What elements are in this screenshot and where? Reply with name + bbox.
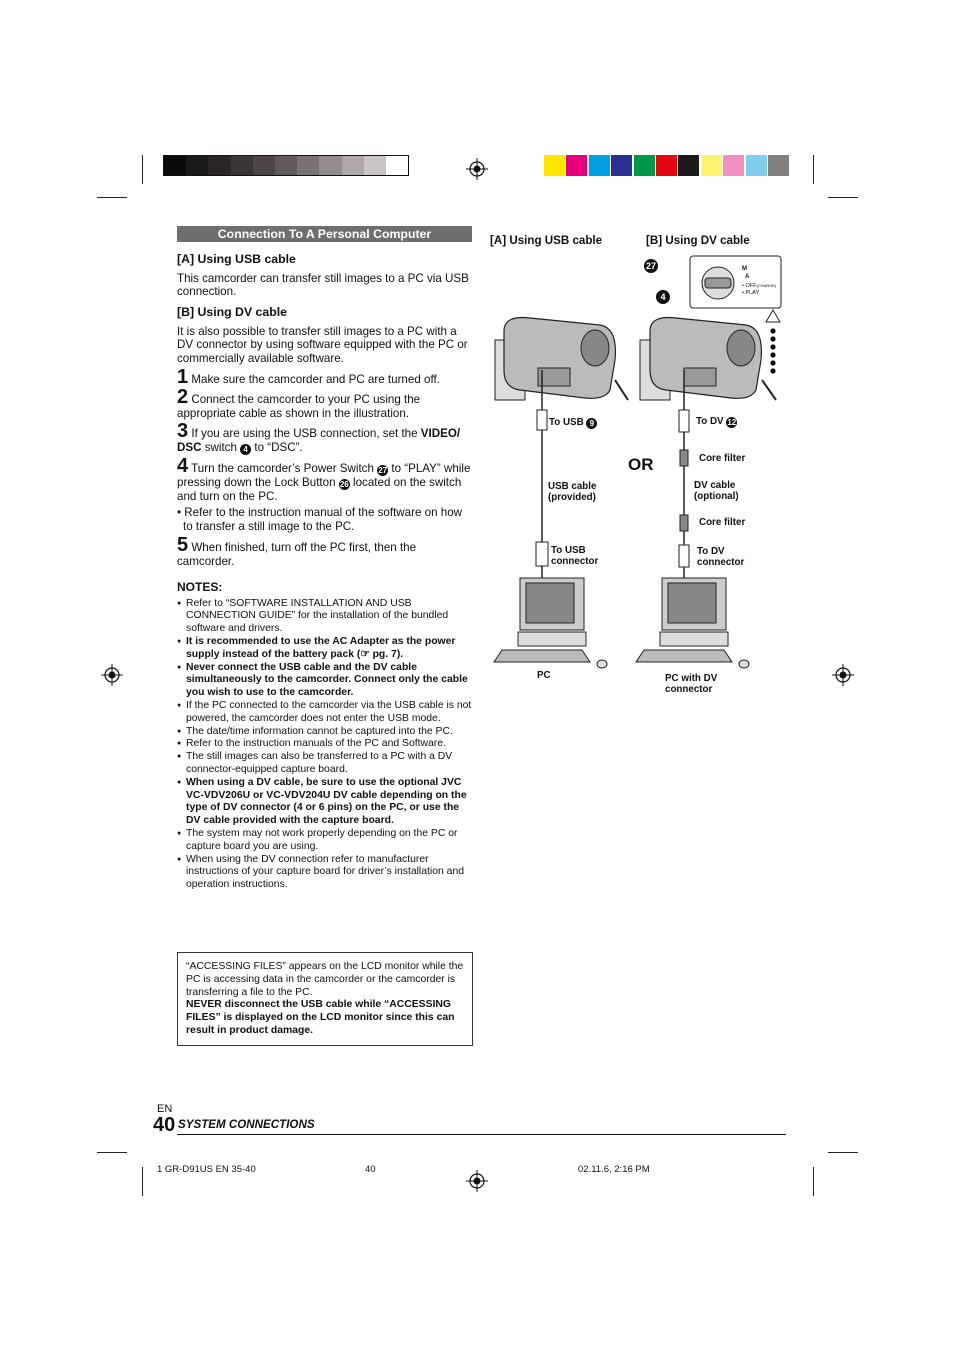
notes-section <box>177 581 473 892</box>
switch-label-a: A <box>745 274 750 280</box>
camcorder-dv-icon <box>640 318 776 401</box>
label-to-dv <box>696 416 737 428</box>
crop-mark <box>142 1167 143 1196</box>
callout-number-icon: 12 <box>727 418 737 427</box>
note-item: ● When using a DV cable, be sure to use the optional JVC VC-VDV206U or VC-VDV204U DV cable depending on the type of DV connector (4 or 6 pins) on the PC, or use the DV cable provided with the capture board. <box>177 777 473 828</box>
crop-mark <box>97 1152 127 1153</box>
page-number: 40 <box>153 1114 176 1136</box>
color-swatch <box>589 155 610 176</box>
crop-mark <box>813 155 814 184</box>
color-swatch <box>701 155 722 176</box>
footer-rule <box>177 1134 786 1135</box>
note-item: ● The still images can also be transferred to a PC with a DV connector-equipped capture board. <box>177 751 473 777</box>
color-swatch <box>656 155 677 176</box>
note-item: ● Never connect the USB cable and the DV cable simultaneously to the camcorder. Connect only the cable you wish to use to the camcorder. <box>177 662 473 700</box>
print-date: 02.11.6, 2:16 PM <box>578 1164 650 1175</box>
dv-text: It is also possible to transfer still images to a PC with a DV connector by using software equipped with the PC or commercially available software. <box>177 324 468 365</box>
grayscale-calibration-bar <box>163 155 409 176</box>
notes-heading: NOTES: <box>177 580 223 594</box>
note-item: ● The date/time information cannot be captured into the PC. <box>177 726 473 739</box>
gray-swatch <box>364 156 386 175</box>
label-pc-dv: PC with DV connector <box>665 673 718 695</box>
crop-mark <box>828 197 858 198</box>
step-2 <box>177 386 473 420</box>
dv-cable-icon <box>679 370 689 580</box>
registration-mark-icon <box>466 1170 488 1192</box>
callout-number-icon: 4 <box>240 444 251 455</box>
step-4 <box>177 455 473 504</box>
step-number: 2 <box>177 386 189 408</box>
step-text: switch <box>201 440 241 454</box>
print-file-name: 1 GR-D91US EN 35-40 <box>157 1164 256 1175</box>
crop-mark <box>142 155 143 184</box>
gray-swatch <box>319 156 341 175</box>
color-swatch <box>678 155 699 176</box>
step-number: 1 <box>177 366 189 388</box>
usb-cable-icon <box>536 370 548 580</box>
label-to-dv-connector: To DV connector <box>697 546 745 568</box>
gray-swatch <box>164 156 186 175</box>
step-text: Turn the camcorder’s Power Switch <box>191 462 378 475</box>
registration-mark-icon <box>466 158 488 180</box>
gray-swatch <box>342 156 364 175</box>
note-item: ● The system may not work properly depending on the PC or capture board you are using. <box>177 828 473 854</box>
section-header: Connection To A Personal Computer <box>177 226 472 242</box>
pc-usb-icon <box>494 578 607 668</box>
warning-box <box>177 952 473 1046</box>
diagram-title-usb: [A] Using USB cable <box>490 234 603 247</box>
dv-section <box>177 306 473 365</box>
notes-list <box>177 598 473 892</box>
switch-label-off-text: • OFF <box>742 283 757 289</box>
registration-mark-icon <box>101 664 123 686</box>
label-usb-cable: USB cable (provided) <box>548 481 597 503</box>
language-code: EN <box>157 1103 173 1115</box>
step-text: to “DSC”. <box>251 440 303 454</box>
step-number: 4 <box>177 455 189 477</box>
note-item: ● Refer to “SOFTWARE INSTALLATION AND USB CONNECTION GUIDE” for the installation of the bundled software and drivers. <box>177 598 473 636</box>
label-to-usb-connector: To USB connector <box>551 545 599 567</box>
label-dv-cable: DV cable (optional) <box>694 480 739 502</box>
callout-number-icon: 27 <box>645 261 656 271</box>
color-calibration-bar <box>544 155 790 176</box>
gray-swatch <box>386 156 408 175</box>
diagram-title-dv: [B] Using DV cable <box>646 234 750 247</box>
crop-mark <box>813 1167 814 1196</box>
step-1 <box>177 366 473 388</box>
gray-swatch <box>231 156 253 175</box>
usb-text: This camcorder can transfer still images to a PC via USB connection. <box>177 271 469 299</box>
note-item: ● When using the DV connection refer to manufacturer instructions of your capture board for driver’s installation and operation instructions. <box>177 854 473 892</box>
step-text: Connect the camcorder to your PC using the appropriate cable as shown in the illustration. <box>177 393 421 420</box>
label-to-usb-text: To USB <box>549 417 584 428</box>
step-text: Make sure the camcorder and PC are turned off. <box>191 373 440 386</box>
color-swatch <box>768 155 789 176</box>
label-or: OR <box>628 455 654 474</box>
color-swatch <box>746 155 767 176</box>
label-core-filter-top: Core filter <box>699 453 746 464</box>
crop-mark <box>97 197 127 198</box>
label-to-dv-text: To DV <box>696 416 724 427</box>
step-text-bold: VIDEO/ DSC <box>177 427 461 454</box>
note-item: ● It is recommended to use the AC Adapter as the power supply instead of the battery pack (☞ pg. 7). <box>177 636 473 662</box>
dv-heading: [B] Using DV cable <box>177 305 288 319</box>
camcorder-usb-icon <box>495 318 628 401</box>
color-swatch <box>634 155 655 176</box>
switch-label-play: • PLAY <box>742 290 760 296</box>
warning-text-bold: NEVER disconnect the USB cable while “ACCESSING FILES” is displayed on the LCD monitor since this can result in product damage. <box>186 999 455 1036</box>
step-text: When finished, turn off the PC first, then the camcorder. <box>177 541 417 568</box>
label-core-filter-bottom: Core filter <box>699 517 746 528</box>
gray-swatch <box>297 156 319 175</box>
pc-dv-icon <box>636 578 749 668</box>
step-number: 5 <box>177 534 189 556</box>
color-swatch <box>723 155 744 176</box>
crop-mark <box>828 1152 858 1153</box>
step-4-bullet: • Refer to the instruction manual of the software on how to transfer a still image to the PC. <box>177 506 463 533</box>
note-item: ● If the PC connected to the camcorder via the USB cable is not powered, the camcorder does not enter the USB mode. <box>177 700 473 726</box>
label-pc: PC <box>537 670 551 681</box>
color-swatch <box>566 155 587 176</box>
step-number: 3 <box>177 420 189 442</box>
label-to-usb <box>549 417 597 429</box>
warning-text: “ACCESSING FILES” appears on the LCD monitor while the PC is accessing data in the camcorder or the camcorder is transferring a file to the PC. <box>186 961 464 998</box>
gray-swatch <box>186 156 208 175</box>
callout-number-icon: 9 <box>586 418 597 429</box>
move-up-arrow-icon <box>766 310 780 374</box>
usb-heading: [A] Using USB cable <box>177 252 296 266</box>
registration-mark-icon <box>832 664 854 686</box>
step-text: to “PLAY” while pressing down the Lock Button <box>177 462 471 489</box>
section-footer-title: SYSTEM CONNECTIONS <box>178 1118 315 1131</box>
color-swatch <box>611 155 632 176</box>
note-item: ● Refer to the instruction manuals of the PC and Software. <box>177 738 473 751</box>
switch-label-m: M <box>742 266 747 272</box>
connection-diagram <box>490 250 790 700</box>
step-text: located on the switch and turn on the PC. <box>177 476 462 503</box>
callout-number-icon: 26 <box>339 480 349 489</box>
gray-swatch <box>253 156 275 175</box>
step-3 <box>177 420 473 455</box>
step-5 <box>177 534 473 568</box>
usb-section <box>177 253 473 299</box>
gray-swatch <box>208 156 230 175</box>
callout-number-icon: 4 <box>656 290 670 304</box>
gray-swatch <box>275 156 297 175</box>
color-swatch <box>544 155 565 176</box>
print-page-number: 40 <box>365 1164 376 1175</box>
callout-number-icon: 27 <box>378 466 388 475</box>
switch-label-charge: (CHARGE) <box>756 283 777 288</box>
step-text: If you are using the USB connection, set the <box>191 427 421 440</box>
